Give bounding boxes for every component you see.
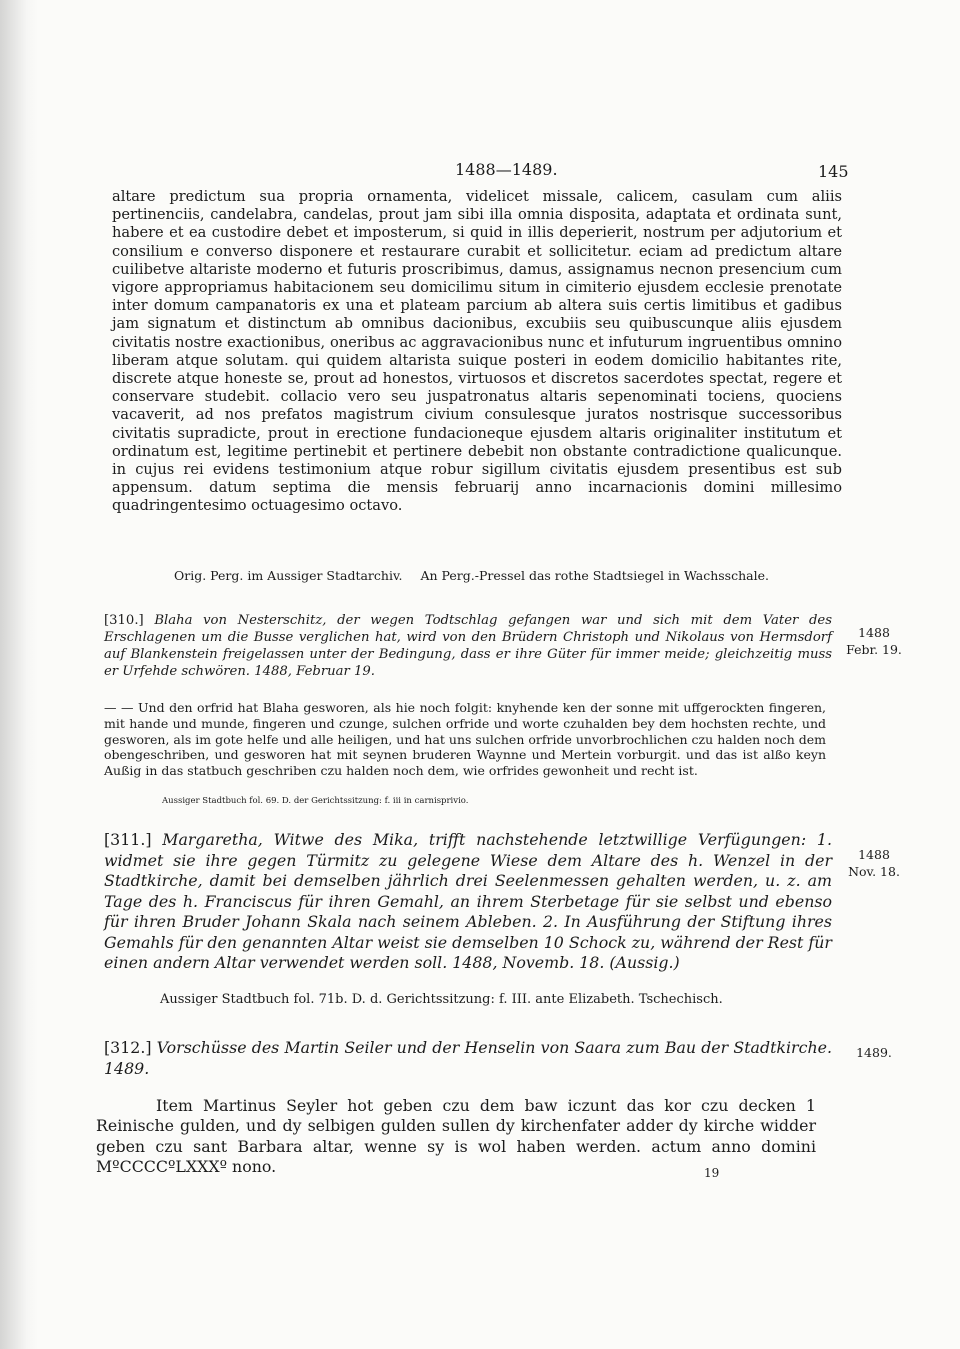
entry-312-summary: Vorschüsse des Martin Seiler und der Henselin von Saara zum Bau der Stadtkirche. 1489. — [104, 1038, 832, 1078]
entry-311-margin-date: 1488 Nov. 18. — [848, 847, 900, 879]
entry-312-number: [312.] — [104, 1038, 152, 1057]
source-original: Orig. Perg. im Aussiger Stadtarchiv. — [174, 568, 403, 583]
running-head-years: 1488—1489. — [455, 160, 558, 179]
entry-312-margin-date: 1489. — [856, 1045, 892, 1060]
entry-310-summary: Blaha von Nesterschitz, der wegen Todtschlag gefangen war und sich mit dem Vater des Erschlagenen um die Busse verglichen hat, wird von den Brüdern Christoph und Nikolaus von Hermsdorf auf Blankenstein freigelassen unter der Bedingung, dass er ihre Güter für immer meide; gleichzeitig muss er Urfehde schwören. 1488, Februar 19. — [104, 613, 832, 679]
entry-309-text: altare predictum sua propria ornamenta, videlicet missale, calicem, casulam cum aliis pertinenciis, candelabra, candelas, prout jam sibi illa omnia disposita, adaptata et ordinata sunt, habere et ea custodire debet et imposterum, si quid in illis deperierit, nostrum per adjutorium et consilium e converso disponere et restaurare curabit et sollicitetur. eciam ad predictum altare cuilibetve altariste moderno et futuris proscribimus, damus, assignamus necnon presencium cum vigore appropriamus habitacionem seu domicilimu situm in cimiterio ejusdem ecclesie prenotate inter domum campanatoris ex una et plateam parcium ab altera suis certis limitibus et gadibus jam signatum et distinctum ab omnibus dacionibus, excubiis seu quibuscunque aliis ejusdem civitatis nostre exactionibus, oneribus ac aggravacionibus nunc et infuturum ingruentibus omnino liberam atque solutam. qui quidem altarista suique posteri in eodem domicilio habitantes rite, discrete atque honeste se, prout ad honestos, virtuosos et discretos sacerdotes spectat, regere et conservare studebit. collacio vero seu juspatronatus altaris sepenominati tociens, quociens vacaverit, ad nos prefatos magistrum civium consulesque juratos nostrisque successoribus civitatis supradicte, prout in erectione fundacioneque ejusdem altaris originaliter institutum et ordinatum est, legitime pertinebit et pertinere debebit non obstante contradictione qualicunque. in cujus rei evidens testimonium atque robur sigillum civitatis ejusdem presentibus est sub appensum. datum septima die mensis februarij anno incarnacionis domini millesimo quadringentesimo octuagesimo octavo. — [112, 188, 842, 515]
entry-310-number: [310.] — [104, 613, 144, 628]
entry-310-body: — — Und den orfrid hat Blaha gesworen, als hie noch folgit: knyhende ken der sonne mit uffgerockten fingeren, mit hande und munde, fingeren und czunge, sulchen orfride und worte czuhalden bey dem hochsten rechte, und gesworen, als im gote helfe und alle heiligen, und hat uns sulchen orfride unvorbrochlichen czu halden noch dem obengeschriben, und gesworen hat mit seynen bruderen Waynne und Mertein vorburgit. und das ist alßo keyn Außig in das statbuch geschriben czu halden noch dem, wie orfrides gewonheit und recht ist. — [104, 700, 826, 779]
entry-311-number: [311.] — [104, 830, 152, 849]
entry-311-heading — [104, 830, 832, 974]
entry-309-source — [174, 568, 783, 583]
entry-311-summary: Margaretha, Witwe des Mika, trifft nachstehende letztwillige Verfügungen: 1. widmet sie ihre gegen Türmitz zu gelegene Wiese dem Altare des h. Wenzel in der Stadtkirche, damit bei demselben jährlich drei Seelenmessen gehalten werden, u. z. am Tage des h. Franciscus für ihren Gemahl, an ihrem Sterbetage für sie selbst und ebenso für ihren Bruder Johann Skala nach seinem Ableben. 2. In Ausführung der Stiftung ihres Gemahls für den genannten Altar weist sie demselben 10 Schock zu, während der Rest für einen andern Altar verwendet werden soll. 1488, Novemb. 18. (Aussig.) — [104, 830, 832, 972]
entry-310-source: Aussiger Stadtbuch fol. 69. D. der Gerichtssitzung: f. iii in carnisprivio. — [162, 796, 469, 806]
source-seal: An Perg.-Pressel das rothe Stadtsiegel in Wachsschale. — [420, 568, 769, 583]
entry-312-heading — [104, 1038, 832, 1079]
entry-310-margin-date: 1488 Febr. 19. — [846, 625, 902, 657]
page-number: 145 — [818, 162, 849, 181]
printer-signature: 19 — [704, 1166, 720, 1180]
entry-311-source: Aussiger Stadtbuch fol. 71b. D. d. Gerichtssitzung: f. III. ante Elizabeth. Tschechisch. — [160, 992, 723, 1007]
entry-312-body-text: Item Martinus Seyler hot geben czu dem baw iczunt das kor czu decken 1 Reinische gulden, und dy selbigen gulden sullen dy kirchenfater adder dy kirche widder geben czu sant Barbara altar, wenne sy is wol haben werden. actum anno domini MºCCCCºLXXXº nono. — [96, 1096, 816, 1176]
entry-312-body — [96, 1096, 816, 1177]
entry-310-heading — [104, 612, 832, 680]
